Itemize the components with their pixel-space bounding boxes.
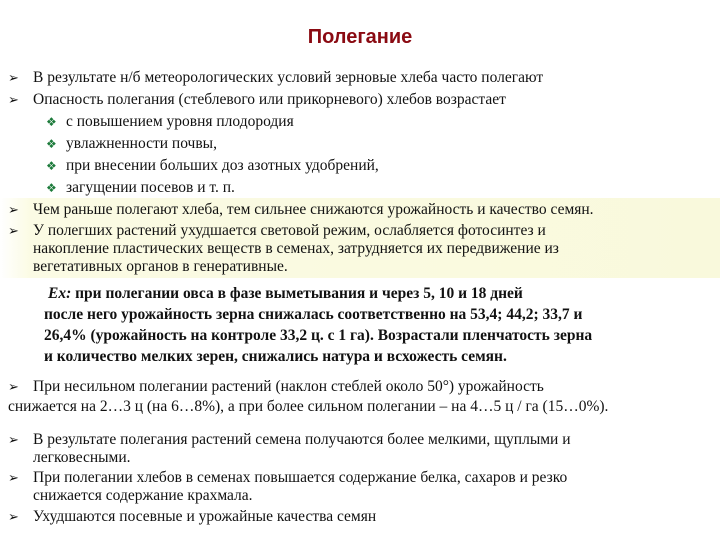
- bullet-text-cont: накопление пластических веществ в семенах, затрудняется их передвижение из: [33, 240, 559, 257]
- bullet-text: При несильном полегании растений (наклон стеблей около 50°) урожайность: [33, 378, 544, 395]
- bullet-text: Чем раньше полегают хлеба, тем сильнее снижаются урожайность и качество семян.: [33, 201, 594, 218]
- diamond-bullet-icon: ❖: [46, 181, 57, 195]
- example-line: и количество мелких зерен, снижались натура и всхожесть семян.: [44, 348, 507, 365]
- example-label: Ex:: [48, 285, 72, 302]
- arrow-bullet-icon: ➢: [8, 471, 19, 486]
- arrow-bullet-icon: ➢: [8, 380, 19, 395]
- example-text: при полегании овса в фазе выметывания и через 5, 10 и 18 дней: [71, 285, 523, 302]
- arrow-bullet-icon: ➢: [8, 93, 19, 108]
- arrow-bullet-icon: ➢: [8, 510, 19, 525]
- bullet-text-cont: легковесными.: [33, 449, 131, 466]
- bullet-text-cont: вегетативных органов в генеративные.: [33, 258, 288, 275]
- sub-bullet-text: с повышением уровня плодородия: [66, 113, 294, 130]
- diamond-bullet-icon: ❖: [46, 115, 57, 129]
- sub-bullet-text: увлажненности почвы,: [66, 135, 217, 152]
- example-line: [48, 283, 523, 304]
- sub-bullet-text: загущении посевов и т. п.: [66, 179, 235, 196]
- arrow-bullet-icon: ➢: [8, 433, 19, 448]
- sub-bullet-text: при внесении больших доз азотных удобрений,: [66, 157, 379, 174]
- bullet-text: Ухудшаются посевные и урожайные качества семян: [33, 508, 377, 525]
- bullet-text-cont: снижается содержание крахмала.: [33, 487, 253, 504]
- bullet-text: В результате полегания растений семена получаются более мелкими, щуплыми и: [33, 431, 571, 448]
- arrow-bullet-icon: ➢: [8, 224, 19, 239]
- diamond-bullet-icon: ❖: [46, 159, 57, 173]
- diamond-bullet-icon: ❖: [46, 137, 57, 151]
- example-line: 26,4% (урожайность на контроле 33,2 ц. с 1 га). Возрастали пленчатость зерна: [44, 327, 593, 344]
- bullet-text: При полегании хлебов в семенах повышается содержание белка, сахаров и резко: [33, 469, 568, 486]
- bullet-text: В результате н/б метеорологических условий зерновые хлеба часто полегают: [33, 69, 544, 86]
- arrow-bullet-icon: ➢: [8, 71, 19, 86]
- arrow-bullet-icon: ➢: [8, 203, 19, 218]
- bullet-text: У полегших растений ухудшается световой режим, ослабляется фотосинтез и: [33, 222, 546, 239]
- bullet-text: Опасность полегания (стеблевого или прикорневого) хлебов возрастает: [33, 91, 506, 108]
- slide-title: Полегание: [307, 26, 413, 48]
- bullet-text-cont: снижается на 2…3 ц (на 6…8%), а при более сильном полегании – на 4…5 ц / га (15…0%).: [8, 398, 609, 415]
- example-line: после него урожайность зерна снижалась соответственно на 53,4; 44,2; 33,7 и: [44, 306, 583, 323]
